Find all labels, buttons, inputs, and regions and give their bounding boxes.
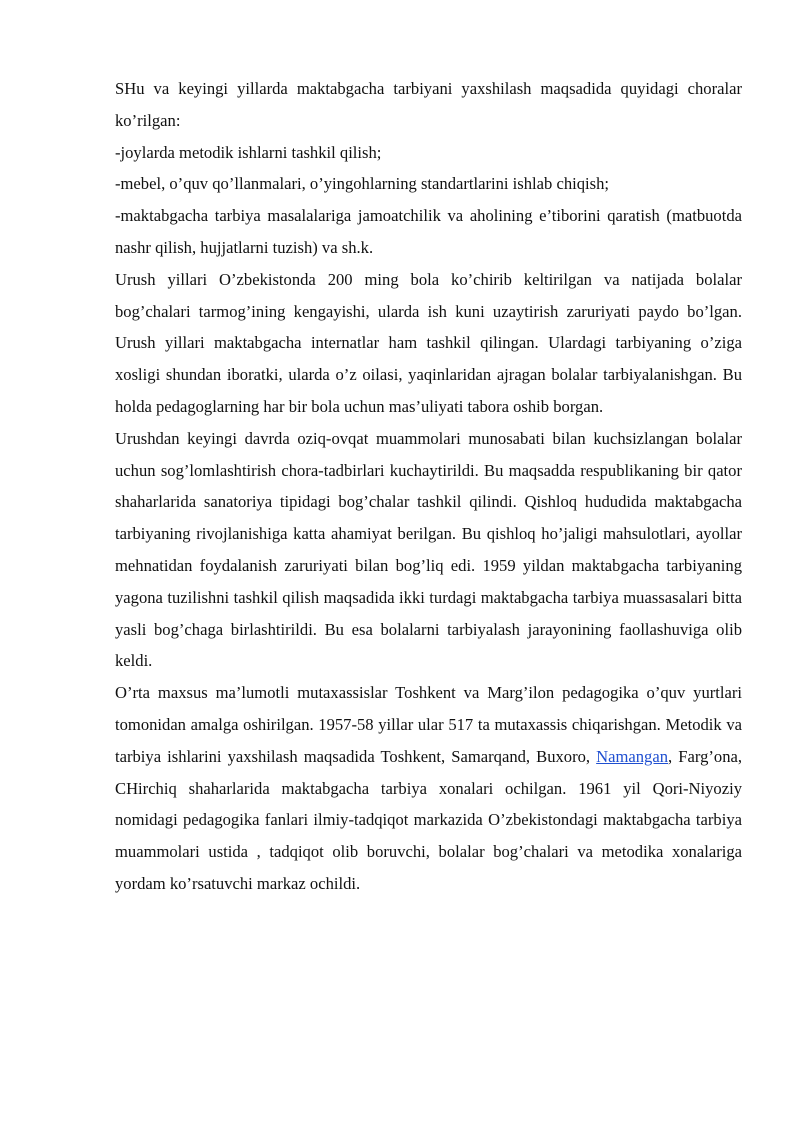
paragraph-text-after-link: , Farg’ona, CHirchiq shaharlarida maktabgacha tarbiya xonalari ochilgan. 1961 yil Qori-Niyoziy nomidagi pedagogika fanlari ilmiy-tadqiqot markazida O’zbekistondagi maktabgacha tarbiya muammolari ustida , tadqiqot olib boruvchi, bolalar bog’chalari va metodika xonalariga yordam ko’rsatuvchi markaz ochildi.: [115, 746, 742, 893]
list-item-mebel: -mebel, o’quv qo’llanmalari, o’yingohlarning standartlarini ishlab chiqish;: [115, 174, 610, 194]
document-page: [115, 73, 742, 900]
paragraph-intro: SHu va keyingi yillarda maktabgacha tarbiyani yaxshilash maqsadida quyidagi choralar ko’rilgan:: [115, 79, 742, 130]
paragraph-urush-yillari: Urush yillari O’zbekistonda 200 ming bola ko’chirib keltirilgan va natijada bolalar bog’chalari tarmog’ining kengayishi, ularda ish kuni uzaytirish zaruriyati paydo bo’lgan. Urush yillari maktabgacha internatlar ham tashkil qilingan. Ulardagi tarbiyaning o’ziga xosligi shundan iboratki, ularda o’z oilasi, yaqinlaridan ajragan bolalar tarbiyalanishgan. Bu holda pedagoglarning har bir bola uchun mas’uliyati tabora oshib borgan.: [115, 269, 742, 416]
list-item-jamoatchilik: -maktabgacha tarbiya masalalariga jamoatchilik va aholining e’tiborini qaratish (matbuotda nashr qilish, hujjatlarni tuzish) va sh.k.: [115, 206, 742, 257]
list-item-metodik: -joylarda metodik ishlarni tashkil qilish;: [115, 142, 382, 162]
paragraph-urushdan-keyingi: Urushdan keyingi davrda oziq-ovqat muammolari munosabati bilan kuchsizlangan bolalar uchun sog’lomlashtirish chora-tadbirlari kuchaytirildi. Bu maqsadda respublikaning bir qator shaharlarida sanatoriya tipidagi bog’chalar tashkil qilindi. Qishloq hududida maktabgacha tarbiyaning rivojlanishiga katta ahamiyat berilgan. Bu qishloq ho’jaligi mahsulotlari, ayollar mehnatidan foydalanish zaruriyati bilan bog’liq edi. 1959 yildan maktabgacha tarbiyaning yagona tuzilishni tashkil qilish maqsadida ikki turdagi maktabgacha tarbiya muassasalari bitta yasli bog’chaga birlashtirildi. Bu esa bolalarni tarbiyalash jarayonining faollashuviga olib keldi.: [115, 428, 742, 671]
paragraph-text-before-link: O’rta maxsus ma’lumotli mutaxassislar Toshkent va Marg’ilon pedagogika o’quv yurtlari tomonidan amalga oshirilgan. 1957-58 yillar ular 517 ta mutaxassis chiqarishgan. Metodik va tarbiya ishlarini yaxshilash maqsadida Toshkent, Samarqand, Buxoro,: [115, 683, 742, 766]
paragraph-mutaxassislar: [115, 677, 742, 900]
namangan-link[interactable]: Namangan: [596, 746, 669, 766]
